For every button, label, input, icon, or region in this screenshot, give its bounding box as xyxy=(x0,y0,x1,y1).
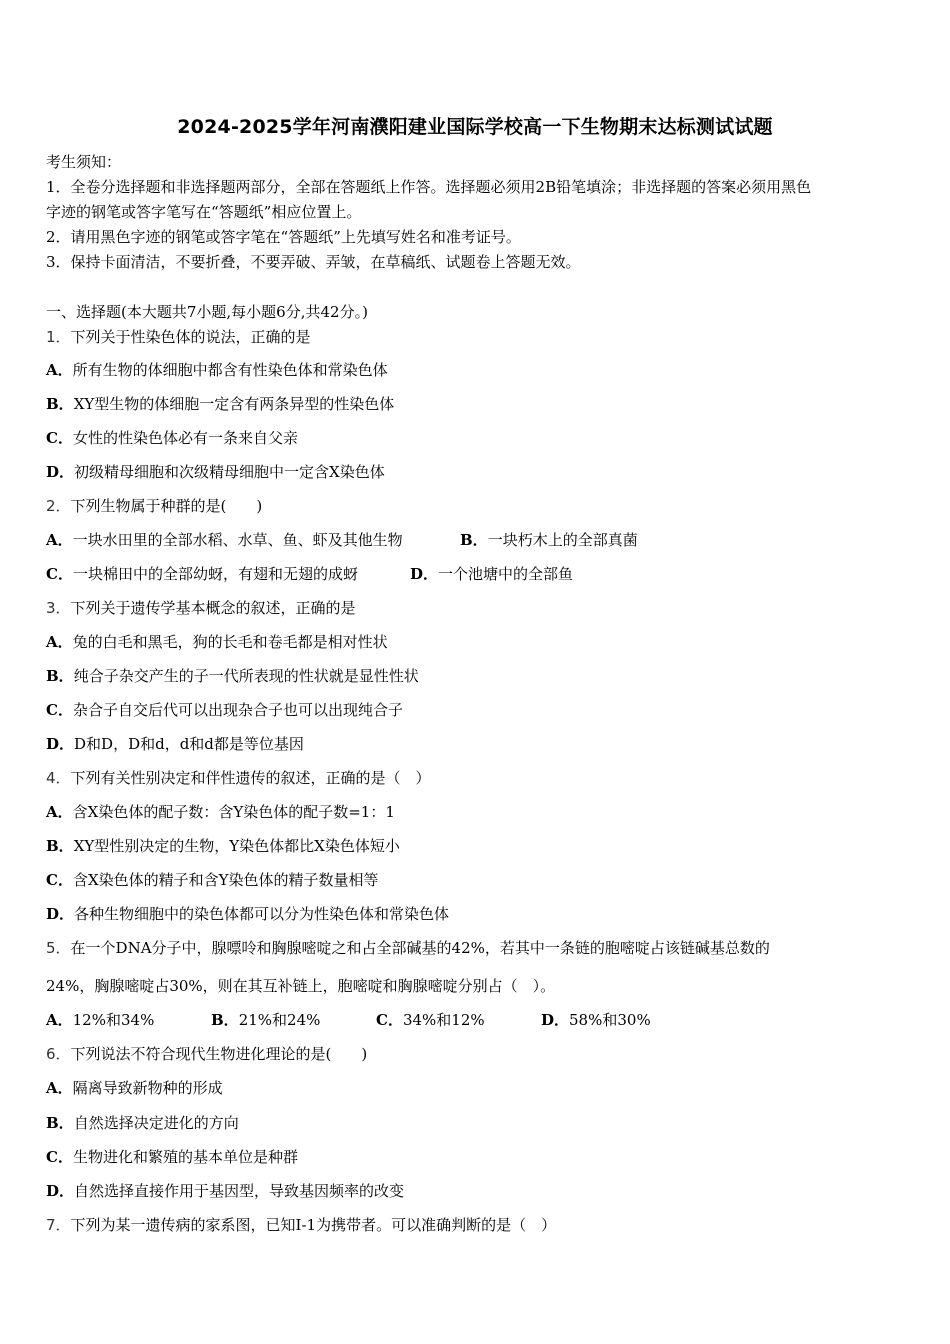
option-label: C． xyxy=(46,701,73,719)
option-label: A． xyxy=(46,1011,73,1029)
exam-title: 2024-2025学年河南濮阳建业国际学校高一下生物期末达标测试试题 xyxy=(177,116,773,138)
option-label: B． xyxy=(46,837,74,855)
option-label: A． xyxy=(46,633,73,651)
option-text: 34%和12% xyxy=(402,1011,485,1029)
question-stem: 下列为某一遗传病的家系图，已知I-1为携带者。可以准确判断的是（ ） xyxy=(70,1216,557,1234)
option-2c xyxy=(46,564,410,584)
option-text: 自然选择直接作用于基因型，导致基因频率的改变 xyxy=(74,1182,405,1200)
question-stem: 下列说法不符合现代生物进化理论的是( ) xyxy=(70,1045,368,1063)
option-3a xyxy=(46,632,388,652)
options-2ab xyxy=(46,530,638,550)
question-1 xyxy=(46,327,311,347)
option-5d xyxy=(541,1010,706,1030)
option-label: B． xyxy=(46,1114,74,1132)
section-heading: 一、选择题(本大题共7小题,每小题6分,共42分。) xyxy=(46,303,368,321)
option-5b xyxy=(211,1010,376,1030)
option-4b xyxy=(46,836,400,856)
option-text: 所有生物的体细胞中都含有性染色体和常染色体 xyxy=(72,361,388,379)
option-text: 纯合子杂交产生的子一代所表现的性状就是显性性状 xyxy=(73,667,419,685)
notice-item-1: 1．全卷分选择题和非选择题两部分，全部在答题纸上作答。选择题必须用2B铅笔填涂；非选择题的答案必须用黑色 xyxy=(46,178,812,196)
option-label: C． xyxy=(46,429,73,447)
option-text: 12%和34% xyxy=(72,1011,155,1029)
options-5 xyxy=(46,1010,706,1030)
option-label: B． xyxy=(211,1011,239,1029)
option-6b xyxy=(46,1113,239,1133)
option-2d xyxy=(410,564,573,584)
option-text: 一块水田里的全部水稻、水草、鱼、虾及其他生物 xyxy=(72,531,403,549)
option-1b xyxy=(46,394,394,414)
question-7 xyxy=(46,1215,556,1235)
question-number: 2． xyxy=(46,497,71,515)
option-text: 女性的性染色体必有一条来自父亲 xyxy=(72,429,298,447)
option-label: C． xyxy=(46,871,73,889)
option-label: A． xyxy=(46,1079,73,1097)
option-5a xyxy=(46,1010,211,1030)
option-text: 21%和24% xyxy=(238,1011,321,1029)
option-4c xyxy=(46,870,379,890)
option-label: B． xyxy=(460,531,488,549)
question-4 xyxy=(46,768,431,788)
option-4a xyxy=(46,802,395,822)
option-6d xyxy=(46,1181,404,1201)
notice-item-1-cont: 字迹的钢笔或答字笔写在“答题纸”相应位置上。 xyxy=(46,203,362,221)
question-stem: 下列生物属于种群的是( ) xyxy=(70,497,263,515)
option-3b xyxy=(46,666,419,686)
option-label: D． xyxy=(46,463,75,481)
options-2cd xyxy=(46,564,573,584)
option-3d xyxy=(46,734,304,754)
question-number: 6． xyxy=(46,1045,71,1063)
option-label: D． xyxy=(46,1182,75,1200)
question-stem: 下列关于性染色体的说法，正确的是 xyxy=(70,328,311,346)
option-label: A． xyxy=(46,531,73,549)
option-label: D． xyxy=(46,905,75,923)
option-text: XY型生物的体细胞一定含有两条异型的性染色体 xyxy=(73,395,395,413)
option-1a xyxy=(46,360,388,380)
option-text: 自然选择决定进化的方向 xyxy=(73,1114,239,1132)
question-stem: 下列有关性别决定和伴性遗传的叙述，正确的是（ ） xyxy=(70,769,431,787)
question-2 xyxy=(46,496,262,516)
option-text: 58%和30% xyxy=(569,1011,651,1029)
option-text: 生物进化和繁殖的基本单位是种群 xyxy=(72,1148,298,1166)
option-label: A． xyxy=(46,803,73,821)
question-number: 4． xyxy=(46,769,71,787)
question-number: 3． xyxy=(46,599,71,617)
option-text: 一个池塘中的全部鱼 xyxy=(438,565,574,583)
question-number: 5． xyxy=(46,939,71,957)
option-text: 各种生物细胞中的染色体都可以分为性染色体和常染色体 xyxy=(74,905,450,923)
option-text: 一块朽木上的全部真菌 xyxy=(487,531,638,549)
question-5 xyxy=(46,938,770,958)
option-text: 含X染色体的配子数：含Y染色体的配子数=1：1 xyxy=(72,803,395,821)
question-5-cont: 24%，胸腺嘧啶占30%，则在其互补链上，胞嘧啶和胸腺嘧啶分别占（ ）。 xyxy=(46,977,556,995)
question-number: 1． xyxy=(46,328,71,346)
option-2a xyxy=(46,530,460,550)
option-5c xyxy=(376,1010,541,1030)
option-label: B． xyxy=(46,667,74,685)
option-4d xyxy=(46,904,449,924)
option-label: D． xyxy=(410,565,439,583)
option-text: 兔的白毛和黑毛，狗的长毛和卷毛都是相对性状 xyxy=(72,633,388,651)
option-text: 含X染色体的精子和含Y染色体的精子数量相等 xyxy=(72,871,379,889)
question-6 xyxy=(46,1044,367,1064)
option-text: 一块棉田中的全部幼蚜，有翅和无翅的成蚜 xyxy=(72,565,358,583)
option-6a xyxy=(46,1078,223,1098)
option-label: C． xyxy=(46,565,73,583)
option-3c xyxy=(46,700,403,720)
option-label: D． xyxy=(46,735,75,753)
notice-item-3: 3．保持卡面清洁，不要折叠，不要弄破、弄皱，在草稿纸、试题卷上答题无效。 xyxy=(46,253,581,271)
option-text: D和D，D和d，d和d都是等位基因 xyxy=(74,735,304,753)
option-label: D． xyxy=(541,1011,570,1029)
option-label: C． xyxy=(46,1148,73,1166)
option-text: 隔离导致新物种的形成 xyxy=(72,1079,223,1097)
option-1d xyxy=(46,462,385,482)
option-text: 杂合子自交后代可以出现杂合子也可以出现纯合子 xyxy=(72,701,403,719)
option-label: B． xyxy=(46,395,74,413)
option-label: C． xyxy=(376,1011,403,1029)
question-number: 7． xyxy=(46,1216,71,1234)
option-label: A． xyxy=(46,361,73,379)
option-1c xyxy=(46,428,298,448)
question-3 xyxy=(46,598,356,618)
option-text: XY型性别决定的生物，Y染色体都比X染色体短小 xyxy=(73,837,400,855)
notice-heading: 考生须知： xyxy=(46,153,122,171)
notice-item-2: 2．请用黑色字迹的钢笔或答字笔在“答题纸”上先填写姓名和准考证号。 xyxy=(46,228,521,246)
question-stem: 下列关于遗传学基本概念的叙述，正确的是 xyxy=(70,599,356,617)
option-text: 初级精母细胞和次级精母细胞中一定含X染色体 xyxy=(74,463,385,481)
question-stem: 在一个DNA分子中，腺嘌呤和胸腺嘧啶之和占全部碱基的42%，若其中一条链的胞嘧啶占该链碱基总数的 xyxy=(70,939,770,957)
option-6c xyxy=(46,1147,298,1167)
option-2b xyxy=(460,530,638,550)
